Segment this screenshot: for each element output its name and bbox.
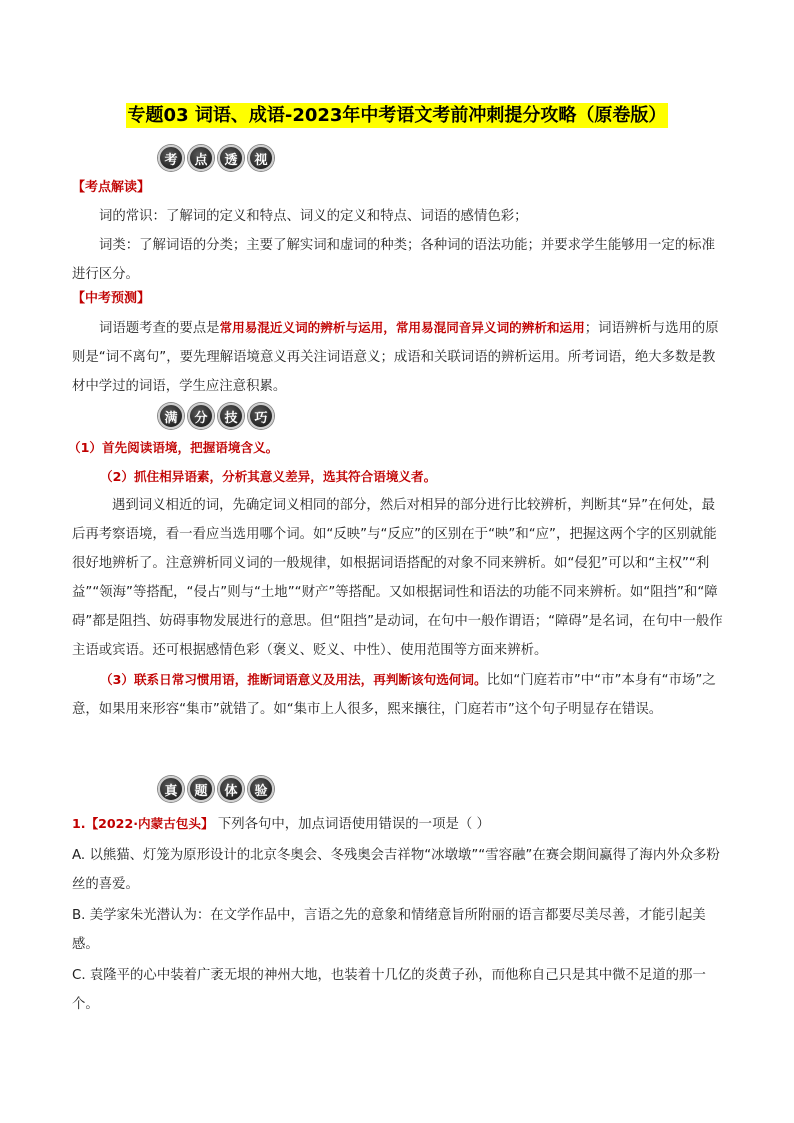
badge-char: 满 <box>158 403 184 429</box>
section-label: 【中考预测】 <box>72 291 151 306</box>
question-source: 【2022·内蒙古包头】 <box>85 816 214 831</box>
section-label: 【考点解读】 <box>72 180 151 195</box>
skill-paragraph: 遇到词义相近的词，先确定词义相同的部分，然后对相异的部分进行比较辨析，判断其“异”在何处，最后再考察语境，看一看应当选用哪个词。如“反映”与“反应”的区别在于“映”和“应”，把握这两个字的区别就能很好地辨析了。注意辨析同义词的一般规律，如根据词语搭配的对象不同来辨析。如“侵犯”可以和“主权”“利益”“领海”等搭配，“侵占”则与“土地”“财产”等搭配。又如根据词性和语法的功能不同来辨析。如“阻挡”和“障碍”都是阻挡、妨碍事物发展进行的意思。但“阻挡”是动词，在句中一般作谓语；“障碍”是名词，在句中一般作主语或宾语。还可根据感情色彩（褒义、贬义、中性）、使用范围等方面来辨析。 <box>72 498 723 658</box>
badge-char: 真 <box>158 776 184 802</box>
option-text: 袁隆平的心中装着广袤无垠的神州大地，也装着十几亿的炎黄子孙，而他称自己只是其中微不足道的那一个。 <box>72 968 706 1012</box>
badge-char: 透 <box>218 145 244 171</box>
paragraph: 词的常识：了解词的定义和特点、词义的定义和特点、词语的感情色彩； <box>99 209 528 224</box>
option-letter: C. <box>72 968 86 983</box>
option-c <box>72 961 724 1019</box>
section-analysis <box>72 173 724 289</box>
badge-practice <box>158 771 274 807</box>
badge-char: 巧 <box>248 403 274 429</box>
section-skills <box>68 433 724 724</box>
option-a <box>72 841 724 899</box>
paragraph: 词类：了解词语的分类；主要了解实词和虚词的种类；各种词的语法功能；并要求学生能够用一定的标准进行区分。 <box>72 238 715 282</box>
option-text: 美学家朱光潜认为：在文学作品中，言语之先的意象和情绪意旨所附丽的语言都要尽美尽善，才能引起美感。 <box>72 908 706 952</box>
skill-tip-1: （1）首先阅读语境，把握语境含义。 <box>68 440 279 455</box>
option-letter: B. <box>72 908 86 923</box>
badge-analysis <box>158 140 274 176</box>
question-header <box>72 809 724 839</box>
option-letter: A. <box>72 848 86 863</box>
question-stem: 下列各句中，加点词语使用错误的一项是（ ） <box>217 817 490 832</box>
badge-skills <box>158 398 274 434</box>
badge-char: 点 <box>188 145 214 171</box>
section-forecast <box>72 284 724 401</box>
option-b <box>72 901 724 959</box>
badge-char: 题 <box>188 776 214 802</box>
skill-tip-3-paragraph <box>72 665 724 724</box>
skill-tip-3: （3）联系日常习惯用语，推断词语意义及用法，再判断该句选何词。 <box>100 672 487 687</box>
text-rest: ；词语辨析与选用的原则是“词不离句”，要先理解语境意义再关注词语意义；成语和关联词语的辨析运用。所考词语，绝大多数是教材中学过的词语，学生应注意积累。 <box>72 321 719 394</box>
title-text: 专题03 词语、成语-2023年中考语文考前冲刺提分攻略（原卷版） <box>127 105 667 126</box>
text-intro: 词语题考查的要点是 <box>99 321 220 336</box>
badge-char: 分 <box>188 403 214 429</box>
skill-tip-3-rest: 比如“门庭若市”中“市”本身有“市场”之意，如果用来形容“集市”就错了。如“集市上人很多，熙来攘往，门庭若市”这个句子明显存在错误。 <box>72 673 716 717</box>
badge-char: 体 <box>218 776 244 802</box>
badge-char: 考 <box>158 145 184 171</box>
text-emphasis: 常用易混近义词的辨析与运用，常用易混同音异义词的辨析和运用 <box>219 320 585 335</box>
question-number: 1. <box>72 816 86 831</box>
option-text: 以熊猫、灯笼为原形设计的北京冬奥会、冬残奥会吉祥物“冰墩墩”“雪容融”在赛会期间赢得了海内外众多粉丝的喜爱。 <box>72 848 720 892</box>
badge-char: 视 <box>248 145 274 171</box>
badge-char: 技 <box>218 403 244 429</box>
badge-char: 验 <box>248 776 274 802</box>
paragraph <box>72 313 724 401</box>
document-title <box>0 101 794 131</box>
question-1 <box>72 809 724 1019</box>
skill-tip-2: （2）抓住相异语素，分析其意义差异，选其符合语境义者。 <box>100 469 437 484</box>
